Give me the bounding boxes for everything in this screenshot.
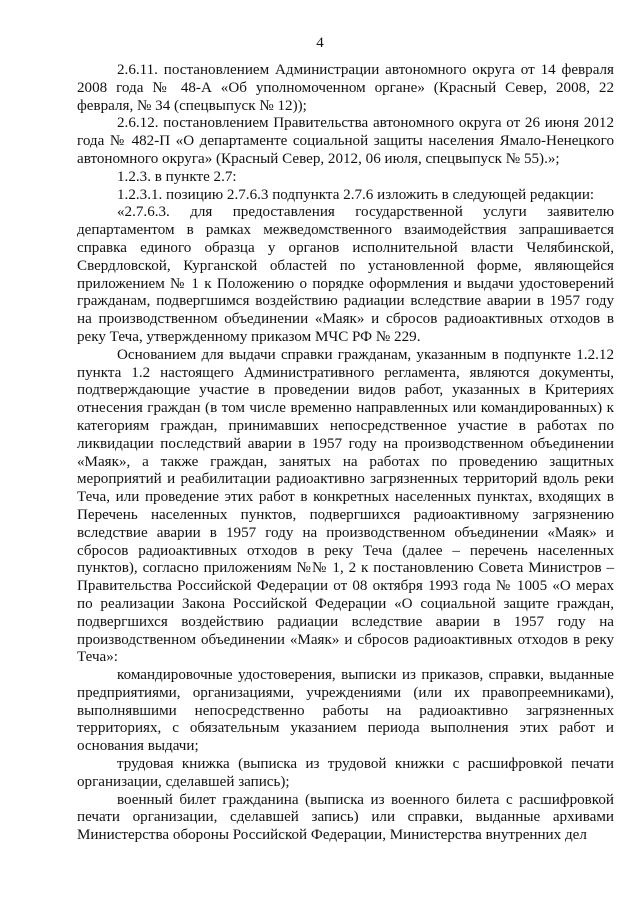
paragraph-2-6-11: 2.6.11. постановлением Администрации автономного округа от 14 февраля 2008 года № 48-А «Об уполномоченном органе» (Красный Север, 2008, 22 февраля, № 34 (спецвыпуск № 12)); xyxy=(77,62,614,114)
page-number: 4 xyxy=(316,35,324,51)
paragraph-2-6-12: 2.6.12. постановлением Правительства автономного округа от 26 июня 2012 года № 482-П «О департаменте социальной защиты населения Ямало-Ненецкого автономного округа» (Красный Север, 2012, 06 июля, спецвыпуск № 55).»; xyxy=(77,115,614,167)
paragraph-basis-for-certificate: Основанием для выдачи справки гражданам, указанным в подпункте 1.2.12 пункта 1.2 настоящего Административного регламента, являются документы, подтверждающие участие в проведении видов работ, указанных в Критериях отнесения граждан (в том числе временно направленных или командированных) к категориям граждан, принимавших непосредственное участие в работах по ликвидации последствий аварии в 1957 году на производственном объединении «Маяк», а также граждан, занятых на работах по проведению защитных мероприятий и реабилитации радиоактивно загрязненных территорий вдоль реки Теча, или проведение этих работ в конкретных населенных пунктах, входящих в Перечень населенных пунктов, подвергшихся радиоактивному загрязнению вследствие аварии в 1957 году на производственном объединении «Маяк» и сбросов радиоактивных отходов в реку Теча (далее – перечень населенных пунктов), согласно приложениям №№ 1, 2 к постановлению Совета Министров – Правительства Российской Федерации от 08 октября 1993 года № 1005 «О мерах по реализации Закона Российской Федерации «О социальной защите граждан, подвергшихся воздействию радиации вследствие аварии в 1957 году на производственном объединении «Маяк» и сбросов радиоактивных отходов в реку Теча»: xyxy=(77,346,614,666)
list-item-military-id: военный билет гражданина (выписка из военного билета с расшифровкой печати организации, сделавшей запись) или справки, выданные архивами Министерства обороны Российской Федерации, Министерства внутренних дел xyxy=(77,791,614,844)
list-item-work-record-book: трудовая книжка (выписка из трудовой книжки с расшифровкой печати организации, сделавшей запись); xyxy=(77,756,614,790)
document-body xyxy=(77,62,614,845)
paragraph-1-2-3: 1.2.3. в пункте 2.7: xyxy=(117,168,237,185)
paragraph-1-2-3-1: 1.2.3.1. позицию 2.7.6.3 подпункта 2.7.6 изложить в следующей редакции: xyxy=(117,186,595,203)
list-item-travel-certificates: командировочные удостоверения, выписки из приказов, справки, выданные предприятиями, организациями, учреждениями (или их правопреемниками), выполнявшими непосредственно работы на радиоактивно загрязненных территориях, с обязательным указанием периода выполнения этих работ и основания выдачи; xyxy=(77,667,614,755)
paragraph-2-7-6-3: «2.7.6.3. для предоставления государственной услуги заявителю департаментом в рамках межведомственного взаимодействия запрашивается справка единого образца у органов исполнительной власти Челябинской, Свердловской, Курганской областей по установленной форме, являющейся приложением № 1 к Положению о порядке оформления и выдачи удостоверений гражданам, подвергшимся воздействию радиации вследствие аварии в 1957 году на производственном объединении «Маяк» и сбросов радиоактивных отходов в реку Теча, утвержденному приказом МЧС РФ № 229. xyxy=(77,204,614,345)
